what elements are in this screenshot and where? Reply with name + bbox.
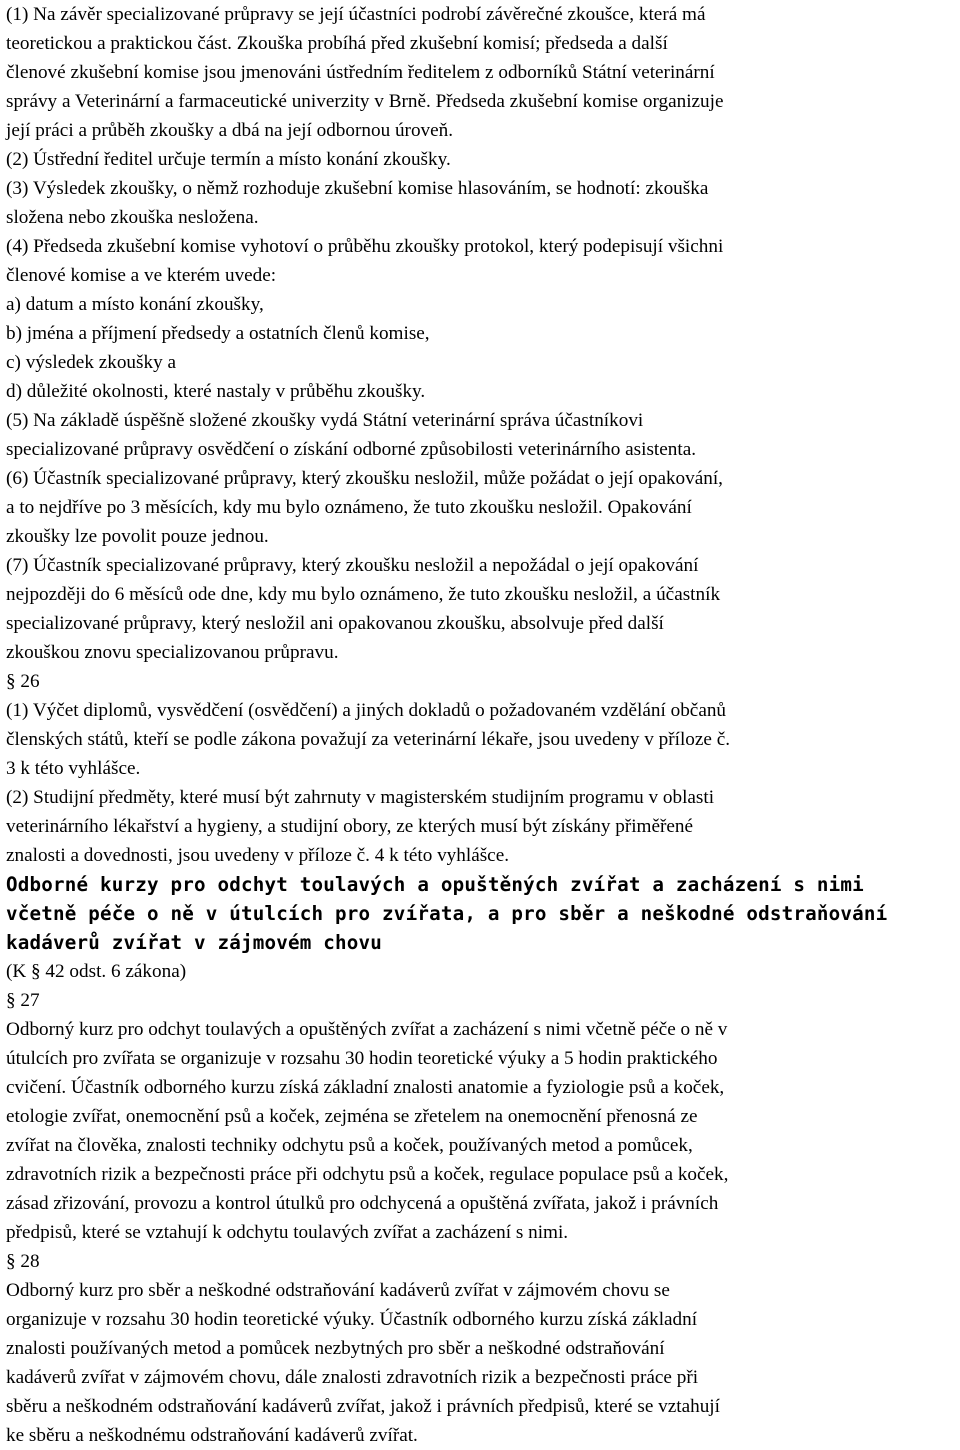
text-line: zvířat na člověka, znalosti techniky odchytu psů a koček, používaných metod a pomůcek,: [6, 1135, 693, 1156]
document-body: [6, 0, 956, 1450]
text-line: (K § 42 odst. 6 zákona): [6, 961, 187, 982]
text-line: útulcích pro zvířata se organizuje v rozsahu 30 hodin teoretické výuky a 5 hodin praktického: [6, 1048, 718, 1069]
text-line: správy a Veterinární a farmaceutické univerzity v Brně. Předseda zkušební komise organizuje: [6, 91, 724, 112]
text-line: 3 k této vyhlášce.: [6, 758, 141, 779]
text-line: její práci a průběh zkoušky a dbá na její odbornou úroveň.: [6, 120, 454, 141]
text-line: (5) Na základě úspěšně složené zkoušky vydá Státní veterinární správa účastníkovi: [6, 410, 644, 431]
text-line: Odborný kurz pro sběr a neškodné odstraňování kadáverů zvířat v zájmovém chovu se: [6, 1280, 670, 1301]
text-line: b) jména a příjmení předsedy a ostatních členů komise,: [6, 323, 430, 344]
text-line: zkoušky lze povolit pouze jednou.: [6, 526, 269, 547]
text-line: a to nejdříve po 3 měsících, kdy mu bylo oznámeno, že tuto zkoušku nesložil. Opakování: [6, 497, 692, 518]
text-line: specializované průpravy osvědčení o získání odborné způsobilosti veterinárního asistenta.: [6, 439, 697, 460]
section-heading-line: Odborné kurzy pro odchyt toulavých a opuštěných zvířat a zacházení s nimi: [6, 873, 864, 896]
text-line: složena nebo zkouška nesložena.: [6, 207, 259, 228]
text-line: etologie zvířat, onemocnění psů a koček, zejména se zřetelem na onemocnění přenosná ze: [6, 1106, 698, 1127]
text-line: a) datum a místo konání zkoušky,: [6, 294, 264, 315]
text-line: zásad zřizování, provozu a kontrol útulků pro odchycená a opuštěná zvířata, jakož i právních: [6, 1193, 719, 1214]
text-line: (1) Výčet diplomů, vysvědčení (osvědčení) a jiných dokladů o požadovaném vzdělání občanů: [6, 700, 727, 721]
text-line: (1) Na závěr specializované průpravy se její účastníci podrobí závěrečné zkoušce, která má: [6, 4, 706, 25]
text-line: c) výsledek zkoušky a: [6, 352, 176, 373]
text-line: zdravotních rizik a bezpečnosti práce při odchytu psů a koček, regulace populace psů a koček,: [6, 1164, 729, 1185]
text-line: předpisů, které se vztahují k odchytu toulavých zvířat a zacházení s nimi.: [6, 1222, 569, 1243]
text-line: (4) Předseda zkušební komise vyhotoví o průběhu zkoušky protokol, který podepisují všichni: [6, 236, 724, 257]
text-line: znalosti používaných metod a pomůcek nezbytných pro sběr a neškodné odstraňování: [6, 1338, 665, 1359]
text-line: členové komise a ve kterém uvede:: [6, 265, 277, 286]
text-line: veterinárního lékařství a hygieny, a studijní obory, ze kterých musí být získány přiměřené: [6, 816, 693, 837]
text-line: ke sběru a neškodnému odstraňování kadáverů zvířat.: [6, 1425, 418, 1446]
text-line: nejpozději do 6 měsíců ode dne, kdy mu bylo oznámeno, že tuto zkoušku nesložil, a účastník: [6, 584, 721, 605]
text-line: znalosti a dovednosti, jsou uvedeny v příloze č. 4 k této vyhlášce.: [6, 845, 510, 866]
text-line: (6) Účastník specializované průpravy, který zkoušku nesložil, může požádat o její opakování,: [6, 468, 723, 489]
text-line: (3) Výsledek zkoušky, o němž rozhoduje zkušební komise hlasováním, se hodnotí: zkouška: [6, 178, 709, 199]
text-line: teoretickou a praktickou část. Zkouška probíhá před zkušební komisí; předseda a další: [6, 33, 668, 54]
section-heading-line: včetně péče o ně v útulcích pro zvířata, a pro sběr a neškodné odstraňování: [6, 902, 888, 925]
paragraph-sign-label: § 26: [6, 671, 40, 692]
text-line: Odborný kurz pro odchyt toulavých a opuštěných zvířat a zacházení s nimi včetně péče o ně v: [6, 1019, 728, 1040]
text-line: kadáverů zvířat v zájmovém chovu, dále znalosti zdravotních rizik a bezpečnosti práce při: [6, 1367, 699, 1388]
text-line: (7) Účastník specializované průpravy, který zkoušku nesložil a nepožádal o její opakování: [6, 555, 699, 576]
text-line: (2) Ústřední ředitel určuje termín a místo konání zkoušky.: [6, 149, 451, 170]
text-line: specializované průpravy, který nesložil ani opakovanou zkoušku, absolvuje před další: [6, 613, 664, 634]
text-line: členských států, kteří se podle zákona považují za veterinární lékaře, jsou uvedeny v příloze č.: [6, 729, 731, 750]
text-line: zkouškou znovu specializovanou průpravu.: [6, 642, 339, 663]
text-line: (2) Studijní předměty, které musí být zahrnuty v magisterském studijním programu v oblasti: [6, 787, 715, 808]
text-line: cvičení. Účastník odborného kurzu získá základní znalosti anatomie a fyziologie psů a koček,: [6, 1077, 725, 1098]
text-line: sběru a neškodném odstraňování kadáverů zvířat, jakož i právních předpisů, které se vztahují: [6, 1396, 720, 1417]
paragraph-sign-label: § 27: [6, 990, 40, 1011]
text-line: členové zkušební komise jsou jmenováni ústředním ředitelem z odborníků Státní veterinární: [6, 62, 715, 83]
paragraph-sign-label: § 28: [6, 1251, 40, 1272]
text-line: organizuje v rozsahu 30 hodin teoretické výuky. Účastník odborného kurzu získá základní: [6, 1309, 698, 1330]
text-line: d) důležité okolnosti, které nastaly v průběhu zkoušky.: [6, 381, 426, 402]
section-heading-line: kadáverů zvířat v zájmovém chovu: [6, 931, 383, 954]
